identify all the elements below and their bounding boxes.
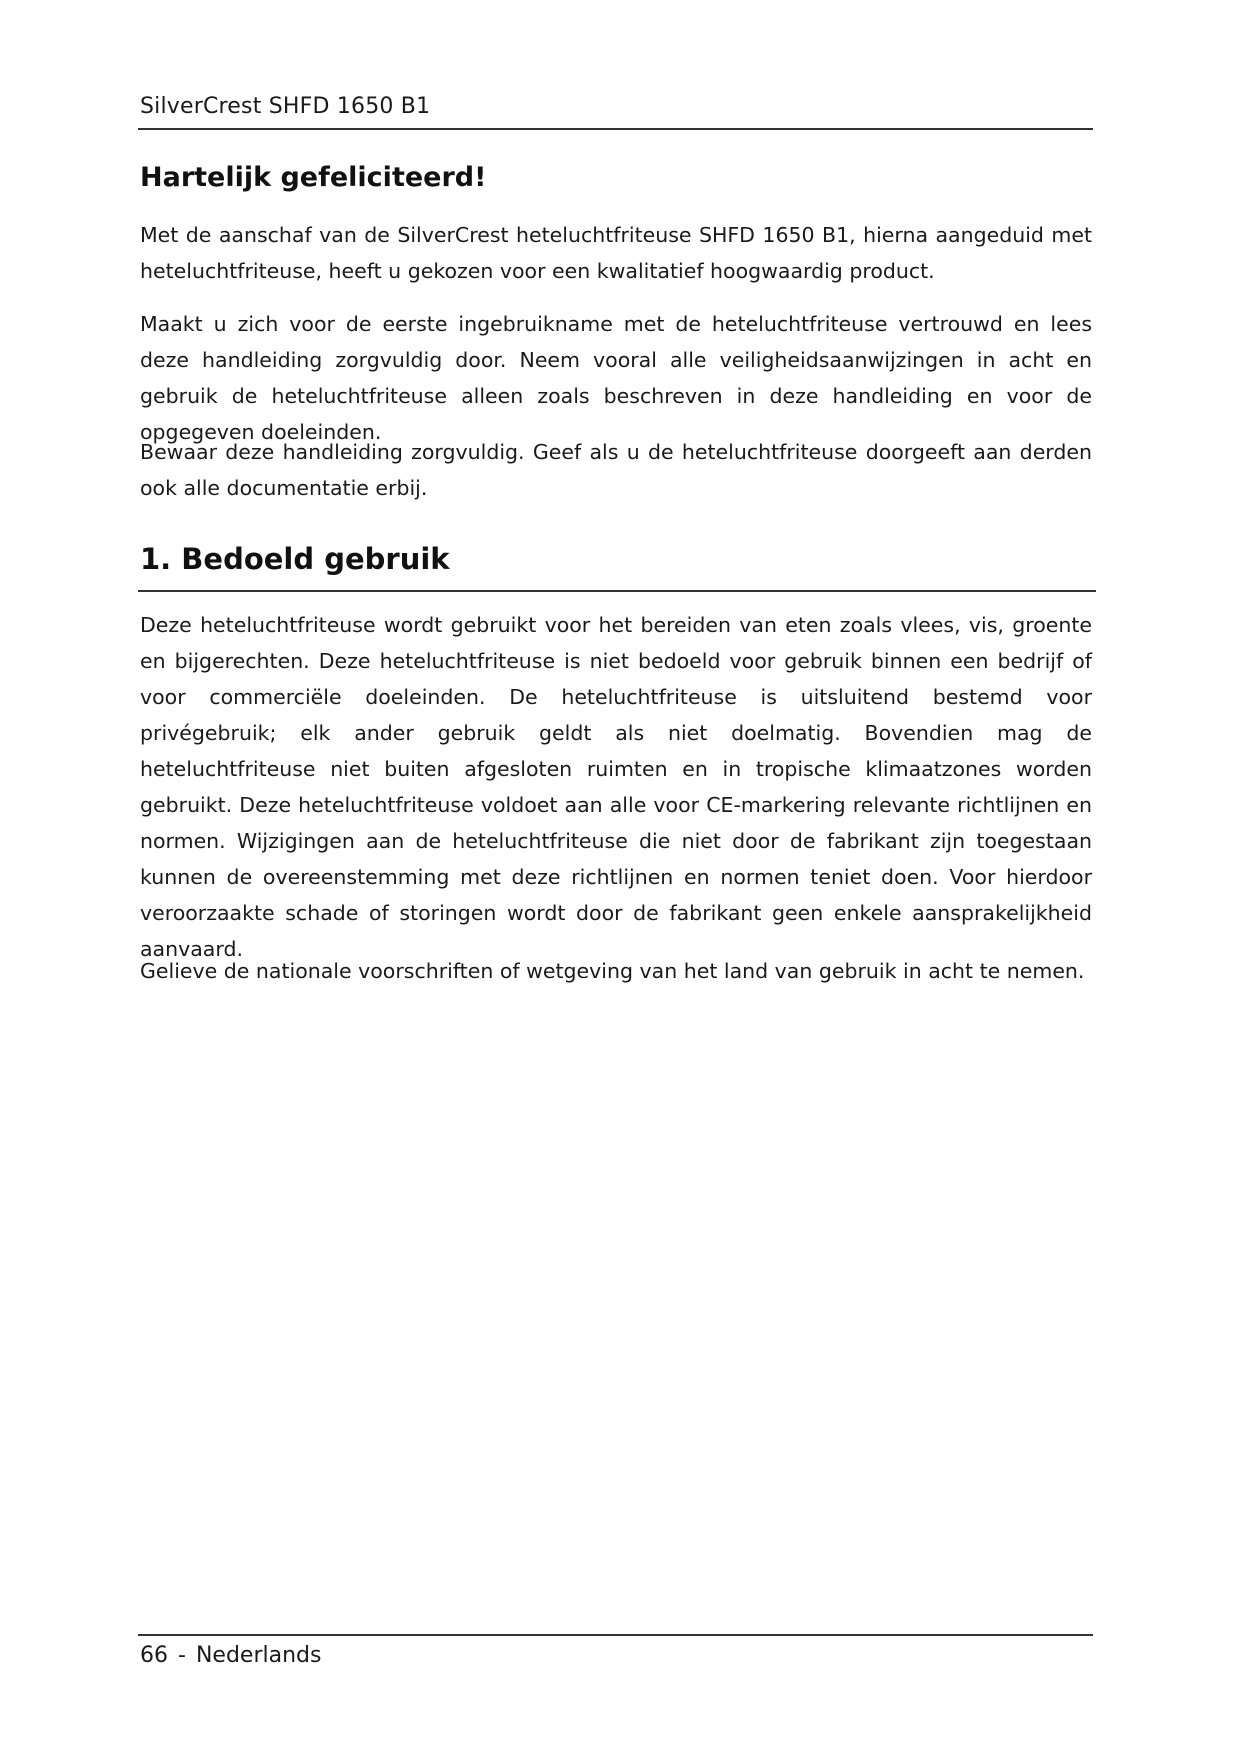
page-footer <box>140 1643 321 1668</box>
footer-divider <box>138 1634 1093 1636</box>
intro-heading: Hartelijk gefeliciteerd! <box>140 162 487 193</box>
running-header: SilverCrest SHFD 1650 B1 <box>140 94 431 119</box>
intro-paragraph: Maakt u zich voor de eerste ingebruikname met de heteluchtfriteuse vertrouwd en lees deze handleiding zorgvuldig door. Neem vooral alle veiligheidsaanwijzingen in acht en gebruik de heteluchtfriteuse alleen zoals beschreven in deze handleiding en voor de opgegeven doeleinden. <box>140 312 1092 444</box>
intro-paragraph: Met de aanschaf van de SilverCrest heteluchtfriteuse SHFD 1650 B1, hierna aangeduid met heteluchtfriteuse, heeft u gekozen voor een kwalitatief hoogwaardig product. <box>140 223 1092 283</box>
section-heading-intended-use: 1. Bedoeld gebruik <box>140 542 450 576</box>
section-paragraph: Gelieve de nationale voorschriften of wetgeving van het land van gebruik in acht te nemen. <box>140 959 1085 983</box>
section-divider <box>138 590 1096 592</box>
footer-language: Nederlands <box>195 1643 322 1668</box>
header-divider <box>138 128 1093 130</box>
section-paragraph: Deze heteluchtfriteuse wordt gebruikt voor het bereiden van eten zoals vlees, vis, groente en bijgerechten. Deze heteluchtfriteuse is niet bedoeld voor gebruik binnen een bedrijf of voor commerciële doeleinden. De heteluchtfriteuse is uitsluitend bestemd voor privégebruik; elk ander gebruik geldt als niet doelmatig. Bovendien mag de heteluchtfriteuse niet buiten afgesloten ruimten en in tropische klimaatzones worden gebruikt. Deze heteluchtfriteuse voldoet aan alle voor CE-markering relevante richtlijnen en normen. Wijzigingen aan de heteluchtfriteuse die niet door de fabrikant zijn toegestaan kunnen de overeenstemming met deze richtlijnen en normen teniet doen. Voor hierdoor veroorzaakte schade of storingen wordt door de fabrikant geen enkele aansprakelijkheid aanvaard. <box>140 613 1092 961</box>
intro-paragraph: Bewaar deze handleiding zorgvuldig. Geef als u de heteluchtfriteuse doorgeeft aan derden ook alle documentatie erbij. <box>140 440 1092 500</box>
page-number: 66 <box>140 1643 168 1668</box>
footer-separator: - <box>178 1643 186 1668</box>
